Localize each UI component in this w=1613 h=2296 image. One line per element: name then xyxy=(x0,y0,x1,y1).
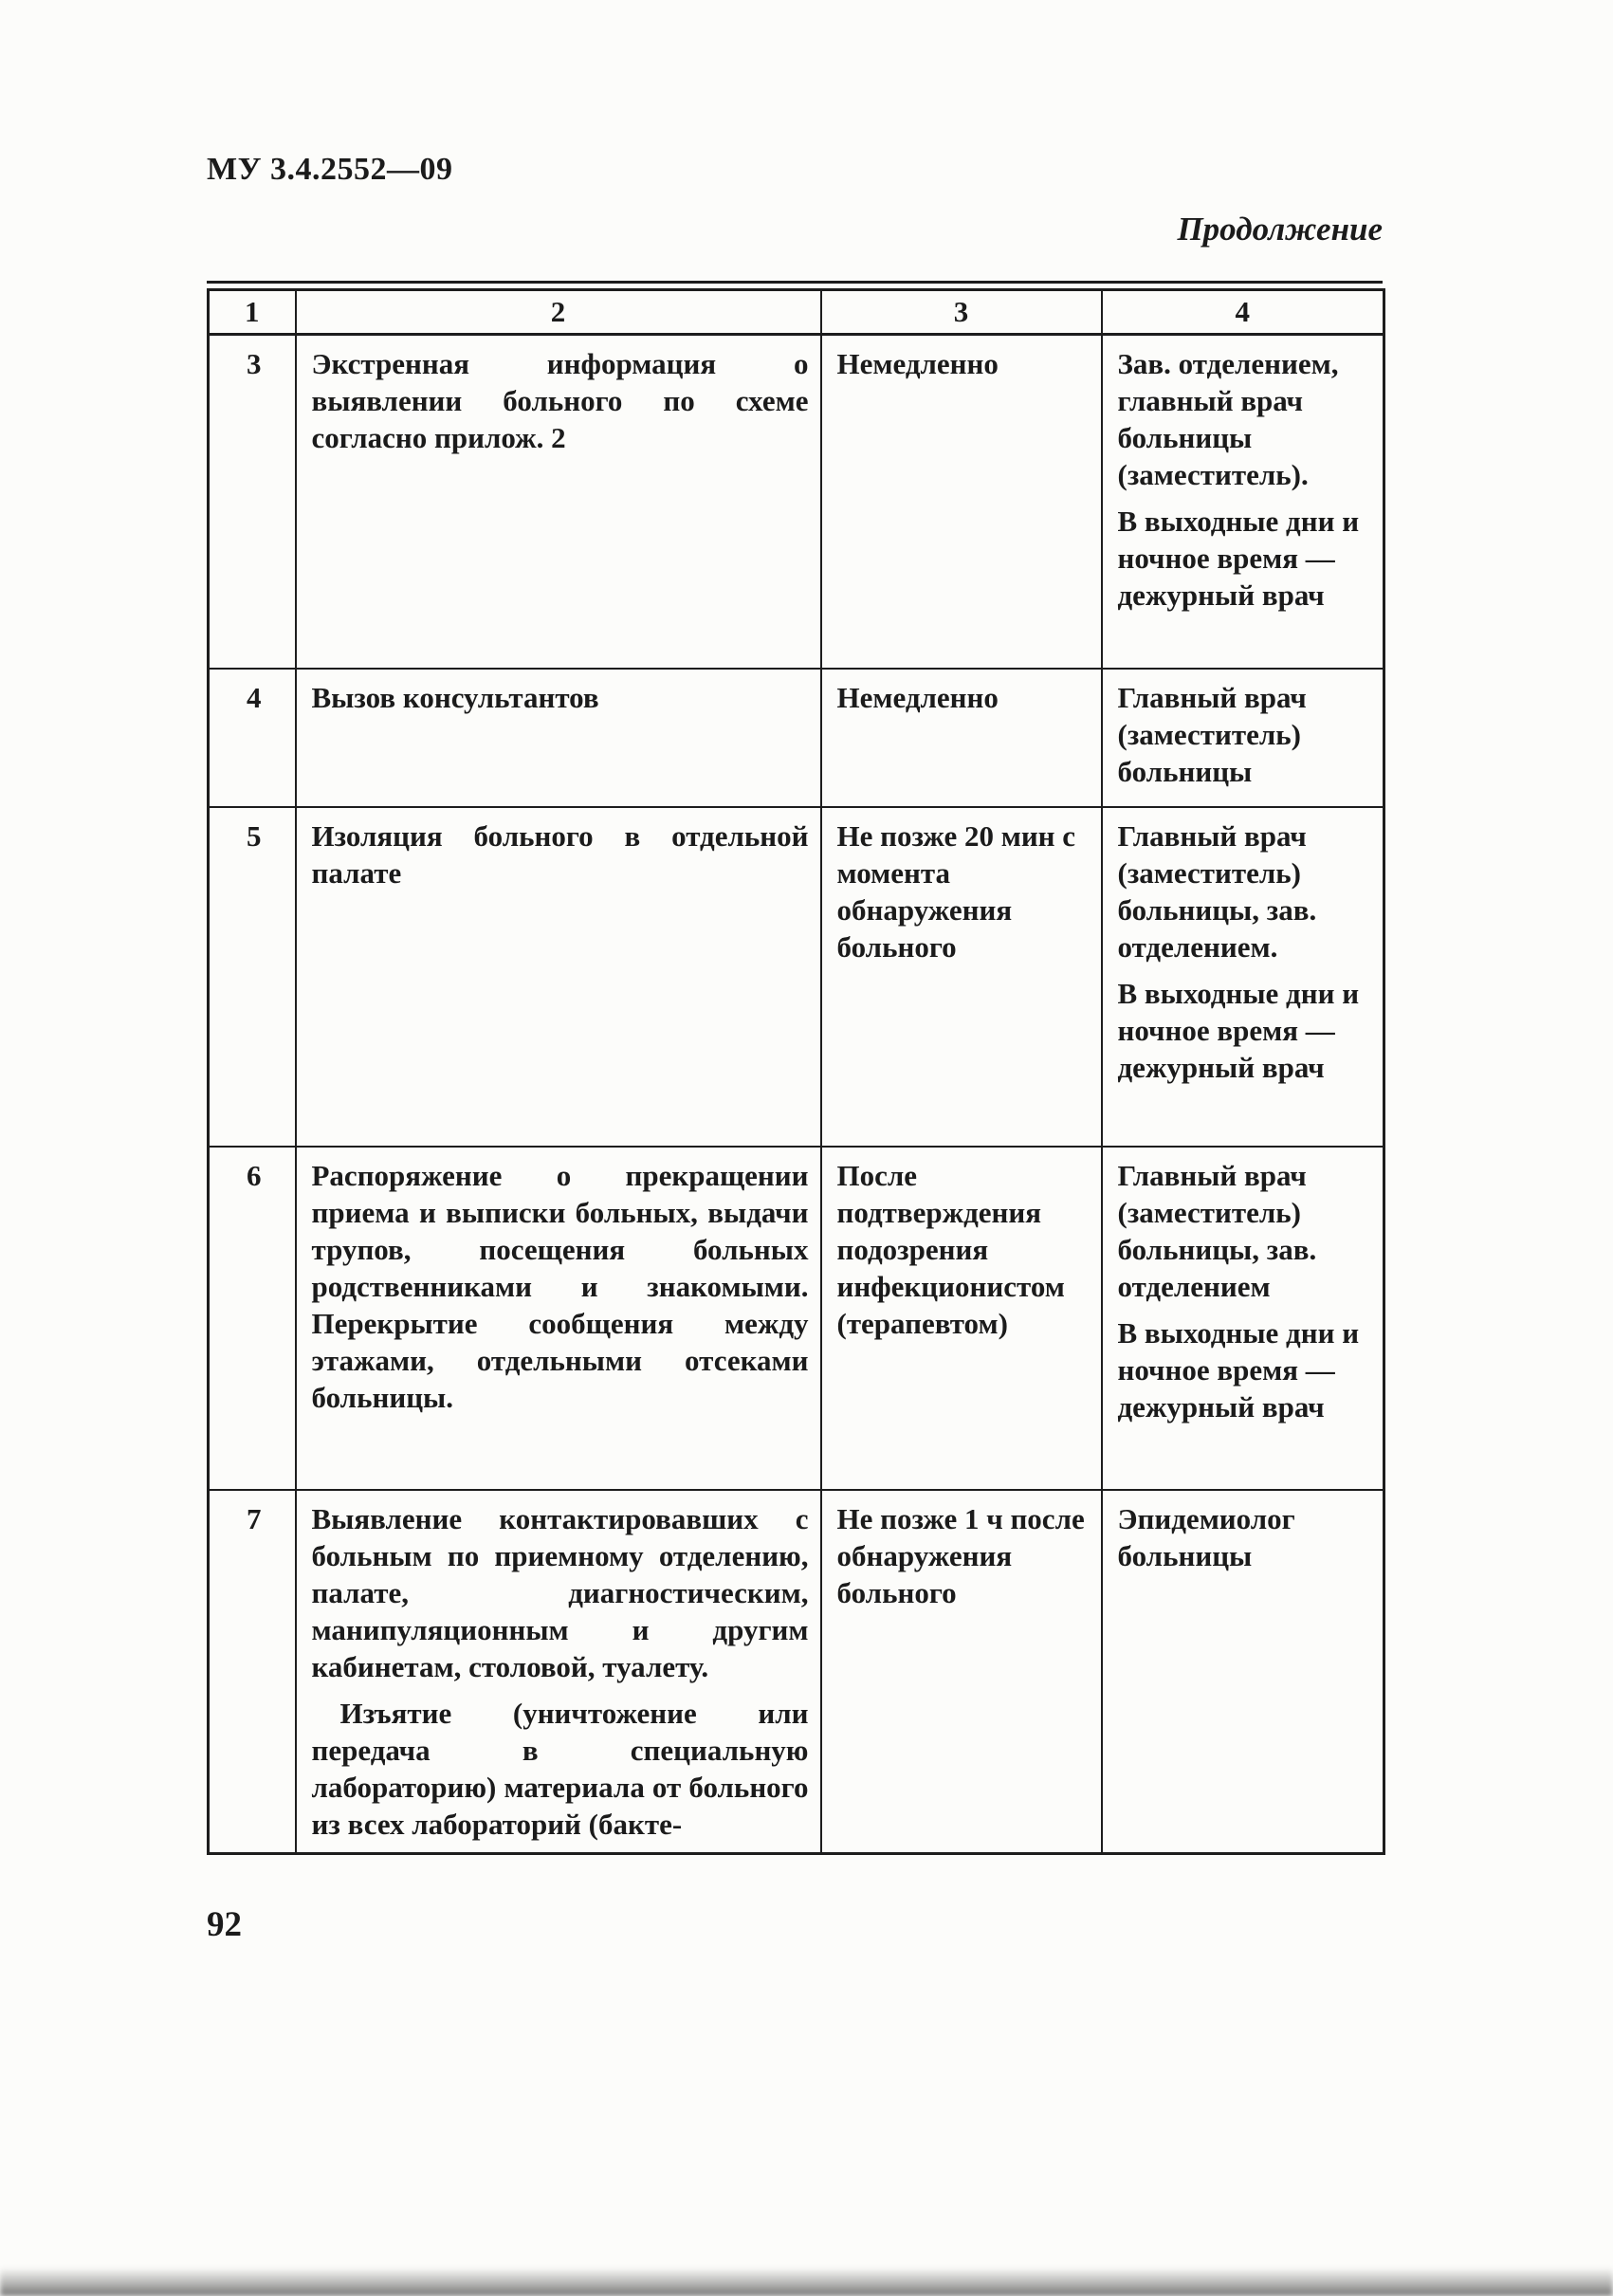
cell-paragraph: Выявление контактировавших с больным по приемному отделению, палате, диагностическим, манипуляционным и другим кабинетам, столовой, туалету. xyxy=(311,1501,809,1683)
cell-paragraph: Главный врач (заместитель) больницы xyxy=(1117,680,1307,788)
time-cell xyxy=(821,1490,1102,1854)
cell-paragraph: Экстренная информация о выявлении больного по схеме согласно прилож. 2 xyxy=(311,347,809,454)
action-cell xyxy=(296,807,821,1147)
cell-paragraph: Немедленно xyxy=(836,347,999,380)
table-row-4 xyxy=(209,669,1384,807)
procedures-table xyxy=(207,288,1385,1855)
table-row-6 xyxy=(209,1147,1384,1490)
row-number-cell: 6 xyxy=(209,1147,296,1490)
continuation-label: Продолжение xyxy=(1177,211,1383,248)
cell-paragraph: Немедленно xyxy=(836,680,999,714)
responsible-cell xyxy=(1102,807,1384,1147)
cell-paragraph: Вызов консультантов xyxy=(311,680,599,714)
cell-paragraph: Не позже 20 мин с момента обнаружения больного xyxy=(836,818,1076,964)
cell-paragraph: После подтверждения подозрения инфекционистом (терапевтом) xyxy=(836,1158,1065,1340)
column-header-2: 2 xyxy=(296,290,821,335)
time-cell xyxy=(821,807,1102,1147)
cell-paragraph: В выходные дни и ночное время — дежурный врач xyxy=(1117,976,1360,1084)
scan-edge-shadow xyxy=(0,2268,1613,2296)
responsible-cell xyxy=(1102,1490,1384,1854)
cell-paragraph: Главный врач (заместитель) больницы, зав. отделением. xyxy=(1117,818,1317,964)
action-cell xyxy=(296,335,821,669)
cell-paragraph: Распоряжение о прекращении приема и выписки больных, выдачи трупов, посещения больных родственниками и знакомыми. Перекрытие сообщения между этажами, отдельными отсеками больницы. xyxy=(311,1158,809,1414)
cell-paragraph: Главный врач (заместитель) больницы, зав. отделением xyxy=(1117,1158,1317,1303)
row-number-cell: 5 xyxy=(209,807,296,1147)
column-header-4: 4 xyxy=(1102,290,1384,335)
table-row-7 xyxy=(209,1490,1384,1854)
row-number-cell: 4 xyxy=(209,669,296,807)
table-header-row xyxy=(209,290,1384,335)
cell-paragraph: Не позже 1 ч после обнаружения больного xyxy=(836,1501,1085,1609)
table-area xyxy=(207,281,1383,1855)
row-number-cell: 3 xyxy=(209,335,296,669)
responsible-cell xyxy=(1102,669,1384,807)
action-cell xyxy=(296,1490,821,1854)
cell-paragraph: Изъятие (уничтожение или передача в специальную лабораторию) материала от больного из всех лабораторий (бакте- xyxy=(311,1696,809,1841)
table-row-3 xyxy=(209,335,1384,669)
row-number-cell: 7 xyxy=(209,1490,296,1854)
page-number: 92 xyxy=(207,1905,242,1944)
cell-paragraph: Эпидемиолог больницы xyxy=(1117,1501,1295,1572)
cell-paragraph: Зав. отделением, главный врач больницы (заместитель). xyxy=(1117,347,1339,491)
responsible-cell xyxy=(1102,1147,1384,1490)
cell-paragraph: Изоляция больного в отдельной палате xyxy=(311,818,809,890)
time-cell xyxy=(821,669,1102,807)
table-top-rule xyxy=(207,281,1383,284)
responsible-cell xyxy=(1102,335,1384,669)
document-number: МУ 3.4.2552—09 xyxy=(207,152,453,187)
time-cell xyxy=(821,1147,1102,1490)
column-header-1: 1 xyxy=(209,290,296,335)
cell-paragraph: В выходные дни и ночное время — дежурный врач xyxy=(1117,505,1360,612)
table-row-5 xyxy=(209,807,1384,1147)
time-cell xyxy=(821,335,1102,669)
action-cell xyxy=(296,669,821,807)
column-header-3: 3 xyxy=(821,290,1102,335)
cell-paragraph: В выходные дни и ночное время — дежурный врач xyxy=(1117,1315,1360,1424)
action-cell xyxy=(296,1147,821,1490)
